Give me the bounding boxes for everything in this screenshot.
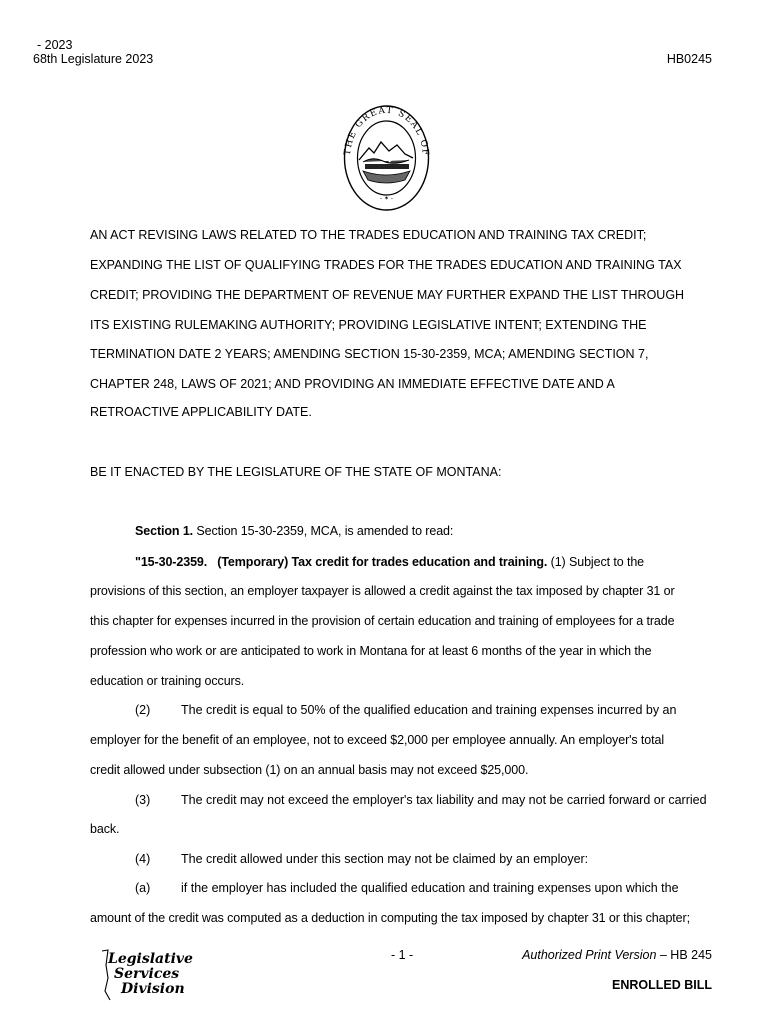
paragraph-line: employer for the benefit of an employee, not to exceed $2,000 per employee annually. An employer's total [90, 733, 665, 747]
statute-heading [135, 555, 644, 570]
print-version-label: Authorized Print Version [522, 948, 657, 962]
section-heading-text: Section 15-30-2359, MCA, is amended to read: [193, 524, 454, 538]
subsection-letter: (a) [135, 881, 151, 895]
title-line: CREDIT; PROVIDING THE DEPARTMENT OF REVENUE MAY FURTHER EXPAND THE LIST THROUGH [90, 288, 685, 302]
subsection-text: The credit allowed under this section may not be claimed by an employer: [181, 852, 589, 866]
subsection-number: (2) [135, 703, 151, 717]
title-line: ITS EXISTING RULEMAKING AUTHORITY; PROVIDING LEGISLATIVE INTENT; EXTENDING THE [90, 318, 647, 332]
print-version [522, 948, 712, 962]
title-line: CHAPTER 248, LAWS OF 2021; AND PROVIDING AN IMMEDIATE EFFECTIVE DATE AND A [90, 377, 615, 391]
page-number: - 1 - [391, 948, 414, 962]
logo-line-division: Division [121, 981, 185, 997]
bill-number: HB0245 [666, 52, 712, 66]
paragraph-line: back. [90, 822, 120, 836]
legislative-services-division-logo [99, 947, 194, 1003]
paragraph-line: provisions of this section, an employer taxpayer is allowed a credit against the tax imposed by chapter 31 or [90, 584, 675, 598]
paragraph-line: credit allowed under subsection (1) on an annual basis may not exceed $25,000. [90, 763, 529, 777]
subsection-text: The credit may not exceed the employer's tax liability and may not be carried forward or carried [181, 793, 707, 807]
paragraph-line: this chapter for expenses incurred in the provision of certain education and training of employees for a trade [90, 614, 675, 628]
session-year: - 2023 [37, 38, 73, 52]
subsection-text: if the employer has included the qualified education and training expenses upon which the [181, 881, 679, 895]
statute-intro: (1) Subject to the [547, 555, 645, 569]
paragraph-line: profession who work or are anticipated to work in Montana for at least 6 months of the year in which the [90, 644, 652, 658]
print-version-bill: – HB 245 [656, 948, 712, 962]
seal-text: THE GREAT SEAL OF [343, 105, 430, 158]
statute-title: "15-30-2359. (Temporary) Tax credit for trades education and training. [135, 555, 548, 569]
paragraph-line: education or training occurs. [90, 674, 245, 688]
subsection-number: (3) [135, 793, 151, 807]
svg-text:- ✶ -: - ✶ - [380, 195, 393, 202]
logo-line-services: Services [114, 966, 180, 982]
title-line: EXPANDING THE LIST OF QUALIFYING TRADES FOR THE TRADES EDUCATION AND TRAINING TAX [90, 258, 682, 272]
section-number: Section 1. [135, 524, 194, 538]
section-heading [135, 524, 453, 539]
paragraph-line: amount of the credit was computed as a deduction in computing the tax imposed by chapter 31 or this chapter; [90, 911, 690, 925]
title-line: TERMINATION DATE 2 YEARS; AMENDING SECTION 15-30-2359, MCA; AMENDING SECTION 7, [90, 347, 649, 361]
logo-line-legislative: Legislative [108, 951, 193, 967]
state-seal [343, 104, 430, 212]
legislature-label: 68th Legislature 2023 [33, 52, 154, 66]
title-line: AN ACT REVISING LAWS RELATED TO THE TRADES EDUCATION AND TRAINING TAX CREDIT; [90, 228, 647, 242]
title-line: RETROACTIVE APPLICABILITY DATE. [90, 405, 312, 419]
enacting-clause: BE IT ENACTED BY THE LEGISLATURE OF THE STATE OF MONTANA: [90, 465, 502, 479]
subsection-text: The credit is equal to 50% of the qualified education and training expenses incurred by an [181, 703, 677, 717]
subsection-number: (4) [135, 852, 151, 866]
enrolled-bill-label: ENROLLED BILL [612, 978, 712, 992]
